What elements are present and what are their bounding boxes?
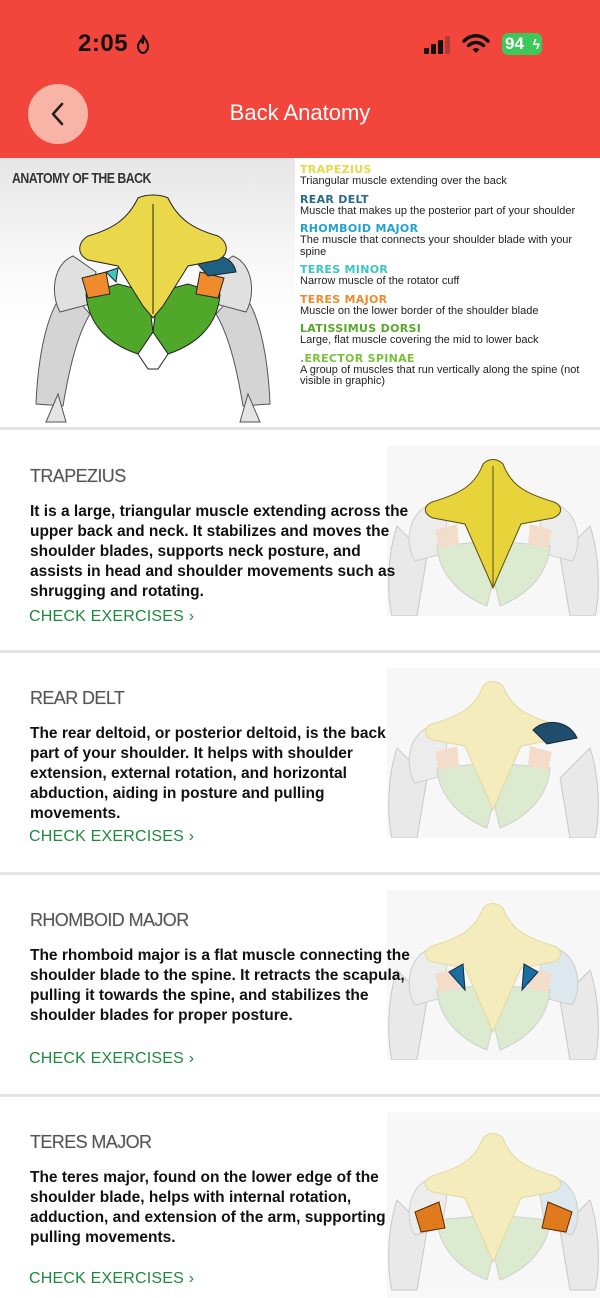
muscle-description: The teres major, found on the lower edge of the shoulder blade, helps with internal rotation, adduction, and extension of the arm, supporting pulling movements. [30, 1169, 386, 1246]
legend-description: Muscle on the lower border of the shoulder blade [300, 304, 539, 317]
legend-item [300, 164, 596, 188]
status-bar [0, 0, 600, 80]
anatomy-overview [0, 158, 600, 430]
wifi-icon [462, 33, 490, 55]
legend-item [300, 264, 596, 288]
muscle-description: It is a large, triangular muscle extending across the upper back and neck. It stabilizes and moves the shoulder blades, supports neck posture, and assists in head and shoulder movements such as shrugging and rotating. [30, 503, 409, 600]
cellular-signal-icon [424, 36, 450, 54]
legend-description: Triangular muscle extending over the back [300, 175, 507, 187]
legend-item [300, 323, 596, 347]
trapezius-illustration [387, 446, 600, 616]
rear-delt-illustration [387, 668, 600, 838]
muscle-description: The rhomboid major is a flat muscle connecting the shoulder blade to the spine. It retracts the scapula, pulling it towards the spine, and stabilizes the shoulder blades for proper posture. [30, 947, 410, 1024]
muscle-name: TRAPEZIUS [30, 466, 126, 486]
check-exercises-label: CHECK EXERCISES [29, 1270, 185, 1287]
muscle-card-rear-delt[interactable] [0, 654, 600, 875]
legend-description: The muscle that connects your shoulder blade with your spine [300, 234, 573, 258]
app-header [0, 0, 600, 158]
check-exercises-link[interactable] [29, 828, 194, 846]
check-exercises-label: CHECK EXERCISES [29, 608, 185, 625]
muscle-description: The rear deltoid, or posterior deltoid, is the back part of your shoulder. It helps with shoulder extension, external rotation, and horizontal abduction, aiding in posture and pulling movements. [30, 725, 386, 822]
chevron-right-icon: › [188, 1270, 195, 1287]
legend-name: TERES MINOR [300, 263, 389, 276]
legend-item [300, 223, 596, 258]
battery-charging-icon [502, 33, 542, 55]
chevron-right-icon: › [188, 1050, 195, 1067]
muscle-card-trapezius[interactable] [0, 432, 600, 653]
overview-heading: ANATOMY OF THE BACK [12, 170, 151, 187]
legend-name: .ERECTOR SPINAE [300, 351, 415, 365]
teres-major-illustration [387, 1112, 600, 1298]
bolt-icon: ϟ [532, 36, 540, 52]
muscle-name: REAR DELT [30, 688, 125, 708]
muscle-legend [300, 164, 596, 394]
check-exercises-link[interactable] [29, 608, 194, 626]
overview-illustration-panel [0, 158, 295, 426]
legend-item [300, 353, 596, 388]
chevron-right-icon: › [188, 828, 195, 845]
legend-description: A group of muscles that run vertically along the spine (not visible in graphic) [300, 363, 580, 387]
check-exercises-label: CHECK EXERCISES [29, 1050, 185, 1067]
back-anatomy-illustration [18, 194, 288, 424]
legend-description: Narrow muscle of the rotator cuff [300, 275, 460, 287]
muscle-name: TERES MAJOR [30, 1132, 152, 1152]
rhomboid-major-illustration [387, 890, 600, 1060]
status-time: 2:05 [78, 30, 129, 57]
check-exercises-link[interactable] [29, 1270, 194, 1288]
legend-name: TERES MAJOR [300, 292, 388, 306]
muscle-card-rhomboid-major[interactable] [0, 876, 600, 1097]
legend-name: RHOMBOID MAJOR [300, 222, 419, 235]
muscle-card-teres-major[interactable] [0, 1098, 600, 1298]
muscle-name: RHOMBOID MAJOR [30, 910, 189, 930]
legend-name: REAR DELT [300, 192, 369, 206]
legend-item [300, 194, 596, 218]
legend-description: Muscle that makes up the posterior part of your shoulder [300, 204, 576, 217]
battery-level: 94 [505, 34, 524, 53]
check-exercises-link[interactable] [29, 1050, 194, 1068]
legend-item [300, 294, 596, 318]
check-exercises-label: CHECK EXERCISES [29, 828, 185, 845]
legend-name: LATISSIMUS DORSI [300, 322, 422, 335]
page-title: Back Anatomy [229, 100, 371, 125]
flame-icon [135, 34, 151, 54]
chevron-right-icon: › [188, 608, 195, 625]
legend-name: TRAPEZIUS [300, 163, 372, 176]
legend-description: Large, flat muscle covering the mid to lower back [300, 334, 539, 346]
